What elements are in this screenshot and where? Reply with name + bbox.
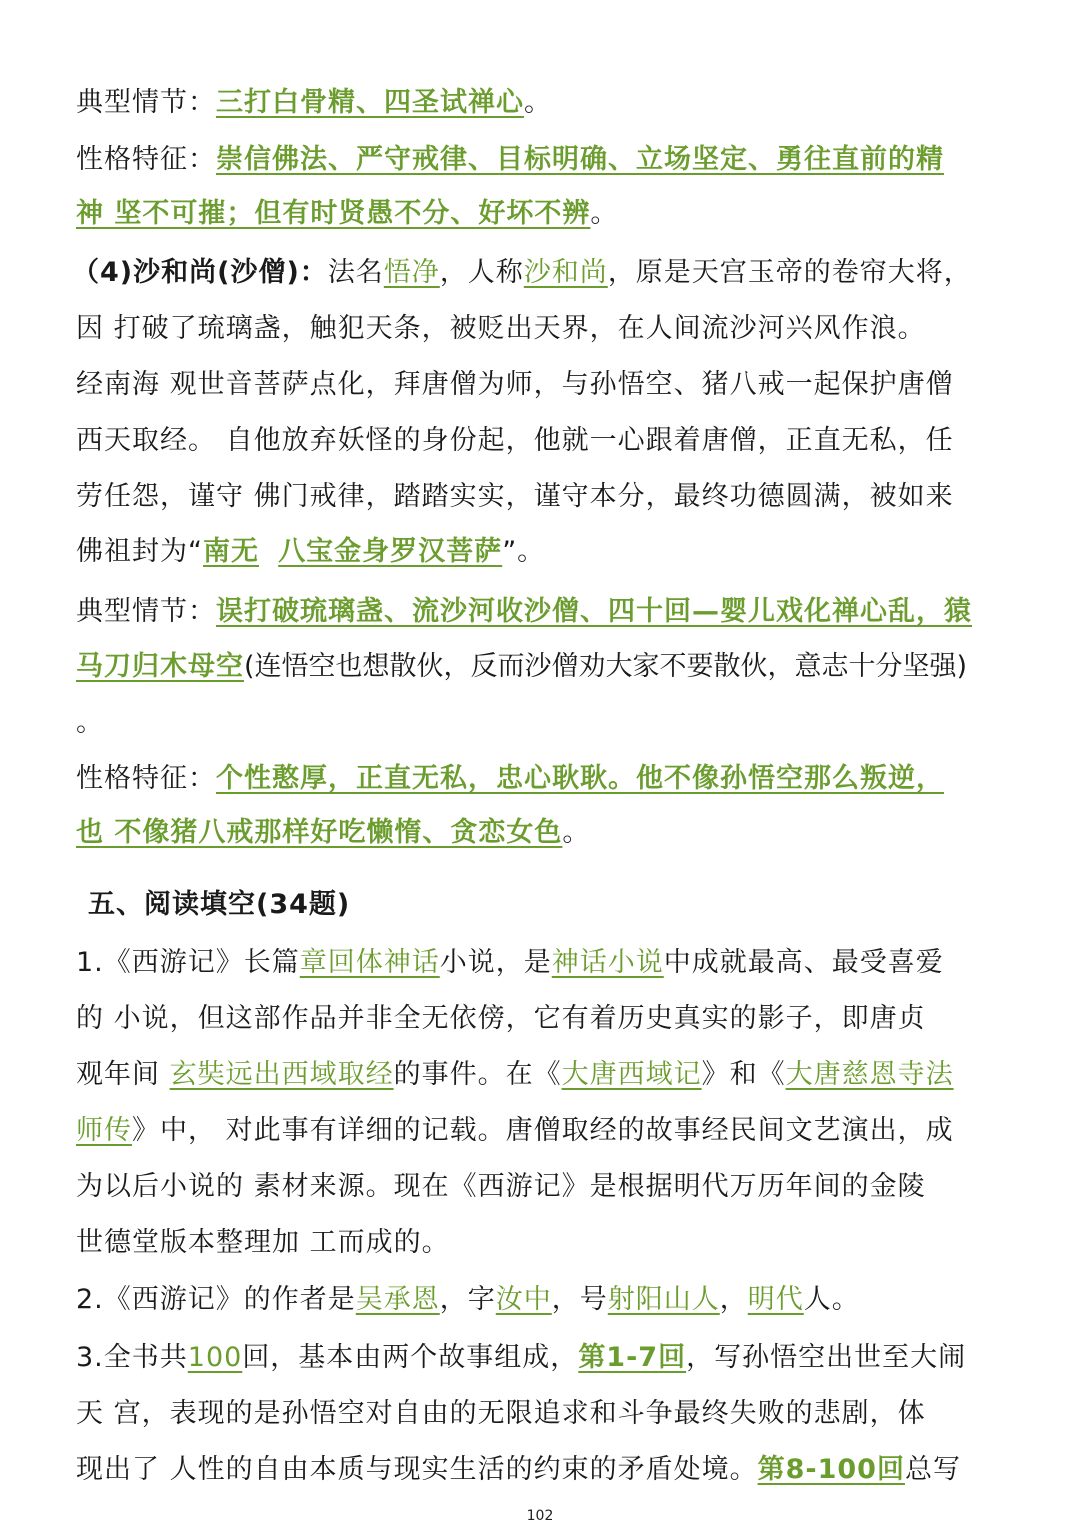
paragraph-line [76,197,1016,231]
text: 法名 [327,257,384,288]
answer-highlight: 大唐西域记 [561,1059,702,1090]
paragraph-line [76,1453,1016,1487]
answer-highlight: 也 不像猪八戒那样好吃懒惰、贪恋女色 [76,817,563,848]
page-number: 102 [526,1508,554,1524]
paragraph-line [76,762,1016,796]
paragraph-line: 的 小说，但这部作品并非全无依傍，它有着历史真实的影子，即唐贞 [76,1003,926,1034]
answer-highlight: 悟净 [383,257,440,288]
text: 总写 [904,1454,961,1485]
answer-highlight: 明代 [747,1284,804,1315]
text: ，字 [439,1284,496,1315]
paragraph-line [76,143,1016,177]
text: ，人称 [439,257,524,288]
answer-highlight: 崇信佛法、严守戒律、目标明确、立场坚定、勇往直前的精 [216,144,944,175]
text: 》中， 对此事有详细的记载。唐僧取经的故事经民间文艺演出，成 [132,1115,954,1146]
paragraph-line: 西天取经。 自他放弃妖怪的身份起，他就一心跟着唐僧，正直无私，任 [76,425,954,456]
answer-highlight: 第8-100回 [757,1454,905,1485]
answer-highlight: 三打白骨精、四圣试禅心 [216,87,524,118]
answer-highlight: 第1-7回 [578,1342,687,1373]
paragraph-line [76,1341,1016,1375]
paragraph-line [76,535,1016,569]
punctuation: 。 [524,87,552,118]
paragraph-line [76,1114,1016,1148]
answer-highlight: 神 坚不可摧；但有时贤愚不分、好坏不辨 [76,198,591,229]
answer-highlight: 师传 [76,1115,132,1146]
text: 现出了 人性的自由本质与现实生活的约束的矛盾处境。 [76,1454,758,1485]
text: (连悟空也想散伙，反而沙僧劝大家不要散伙，意志十分坚强) [244,651,968,682]
answer-highlight: 100 [187,1342,243,1373]
paragraph-line: 为以后小说的 素材来源。现在《西游记》是根据明代万历年间的金陵 [76,1171,926,1202]
answer-highlight: 吴承恩 [355,1284,440,1315]
text: ”。 [502,536,546,567]
label-plot: 典型情节： [76,596,216,627]
answer-highlight: 射阳山人 [607,1284,720,1315]
answer-highlight: 马刀归木母空 [76,651,244,682]
answer-highlight: 章回体神话 [299,947,440,978]
label-character: 性格特征： [76,763,216,794]
paragraph-line [72,256,1012,290]
paragraph-line [76,816,1016,850]
paragraph-line: 。 [76,707,104,738]
paragraph-line: 世德堂版本整理加 工而成的。 [76,1227,450,1258]
answer-highlight: 神话小说 [551,947,664,978]
text: ， [719,1284,748,1315]
punctuation: 。 [590,198,619,229]
text: 3.全书共 [76,1342,188,1373]
paragraph-line: 劳任怨，谨守 佛门戒律，踏踏实实，谨守本分，最终功德圆满，被如来 [76,481,954,512]
text [259,536,269,567]
paragraph-line [76,650,1016,684]
text: 的事件。在《 [393,1059,562,1090]
text: 中成就最高、最受喜爱 [663,947,944,978]
label-character: 性格特征： [76,144,216,175]
paragraph-line [76,595,1016,629]
section-heading-sha-seng: （4)沙和尚(沙僧)： [72,257,328,288]
text: ，号 [551,1284,608,1315]
section-heading-reading-fill: 五、阅读填空(34题) [88,889,351,920]
text: ，原是天宫玉帝的卷帘大将， [607,257,972,288]
paragraph-line [76,1058,1016,1092]
answer-highlight: 汝中 [495,1284,552,1315]
paragraph-line: 天 宫，表现的是孙悟空对自由的无限追求和斗争最终失败的悲剧，体 [76,1398,926,1429]
answer-highlight: 玄奘远出西域取经 [169,1059,394,1090]
answer-highlight: 个性憨厚，正直无私，忠心耿耿。他不像孙悟空那么叛逆， [216,763,944,794]
text: 1.《西游记》长篇 [76,947,300,978]
answer-highlight: 大唐慈恩寺法 [785,1059,954,1090]
text: 回，基本由两个故事组成， [242,1342,579,1373]
answer-highlight: 南无 [203,536,259,567]
paragraph-line: 因 打破了琉璃盏，触犯天条，被贬出天界，在人间流沙河兴风作浪。 [76,313,926,344]
text: ，写孙悟空出世至大闹 [686,1342,967,1373]
text: 小说，是 [439,947,552,978]
paragraph-line: 经南海 观世音菩萨点化，拜唐僧为师，与孙悟空、猪八戒一起保护唐僧 [76,369,954,400]
answer-highlight: 八宝金身罗汉菩萨 [278,536,503,567]
answer-highlight: 误打破琉璃盏、流沙河收沙僧、四十回—婴儿戏化禅心乱，猿 [216,596,972,627]
text: 2.《西游记》的作者是 [76,1284,356,1315]
text: 佛祖封为“ [76,536,203,567]
paragraph-line [76,946,1016,980]
paragraph-line [76,1283,1016,1317]
paragraph-line [76,86,1016,120]
answer-highlight: 沙和尚 [523,257,608,288]
punctuation: 。 [562,817,591,848]
text: 》和《 [701,1059,786,1090]
label-plot: 典型情节： [76,87,216,118]
text: 观年间 [76,1059,170,1090]
text: 人。 [803,1284,860,1315]
